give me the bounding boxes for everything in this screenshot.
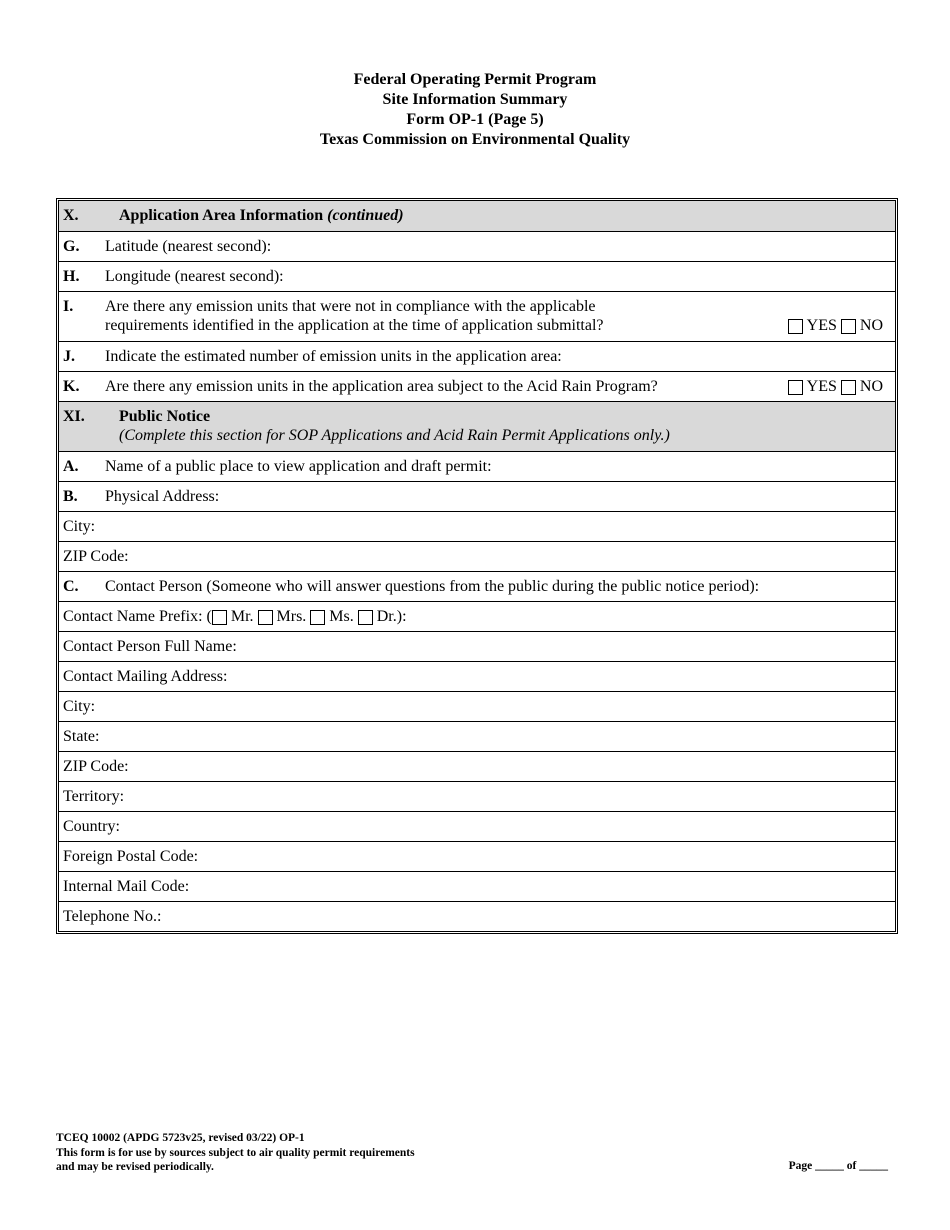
public-place-label: Name of a public place to view application and draft permit: — [105, 458, 492, 475]
contact-zip-label: ZIP Code: — [63, 758, 129, 775]
item-letter: C. — [63, 578, 79, 595]
no-label: NO — [859, 378, 883, 395]
mrs-label: Mrs. — [276, 608, 307, 625]
latitude-row[interactable] — [59, 231, 895, 261]
form-page-title: Form OP-1 (Page 5) — [406, 111, 544, 128]
section-number: X. — [63, 207, 79, 224]
item-letter: A. — [63, 458, 79, 475]
form-table — [56, 198, 898, 934]
contact-mailing-address-row[interactable] — [59, 661, 895, 691]
contact-zip-row[interactable] — [59, 751, 895, 781]
item-letter: K. — [63, 378, 80, 395]
yes-label: YES — [806, 378, 837, 395]
noncompliance-question-line1: Are there any emission units that were not in compliance with the applicable — [105, 298, 596, 315]
section-number: XI. — [63, 408, 85, 425]
item-letter: I. — [63, 298, 74, 315]
section-title — [119, 207, 404, 225]
telephone-row[interactable] — [59, 901, 895, 931]
acid-rain-question: Are there any emission units in the application area subject to the Acid Rain Program? — [105, 378, 658, 395]
section-title: Public Notice — [119, 408, 211, 425]
page-number: Page _____ of _____ — [788, 1160, 888, 1172]
section-x-header — [59, 201, 895, 231]
contact-city-label: City: — [63, 698, 96, 715]
section-title-suffix: (continued) — [327, 207, 404, 224]
dr-checkbox[interactable] — [358, 610, 373, 625]
footer-note-line2: and may be revised periodically. — [56, 1161, 214, 1173]
contact-state-label: State: — [63, 728, 100, 745]
no-checkbox[interactable] — [841, 319, 856, 334]
no-label: NO — [859, 317, 883, 334]
acid-rain-yes-no — [788, 378, 883, 396]
acid-rain-row — [59, 371, 895, 401]
territory-row[interactable] — [59, 781, 895, 811]
contact-city-row[interactable] — [59, 691, 895, 721]
longitude-label: Longitude (nearest second): — [105, 268, 284, 285]
physical-address-row[interactable] — [59, 481, 895, 511]
agency-title: Texas Commission on Environmental Quality — [319, 131, 631, 148]
noncompliance-yes-no — [788, 317, 883, 335]
internal-mail-code-label: Internal Mail Code: — [63, 878, 190, 895]
foreign-postal-code-label: Foreign Postal Code: — [63, 848, 199, 865]
contact-full-name-row[interactable] — [59, 631, 895, 661]
contact-mailing-address-label: Contact Mailing Address: — [63, 668, 228, 685]
summary-title: Site Information Summary — [382, 91, 568, 108]
telephone-label: Telephone No.: — [63, 908, 162, 925]
physical-address-label: Physical Address: — [105, 488, 220, 505]
ms-checkbox[interactable] — [310, 610, 325, 625]
contact-state-row[interactable] — [59, 721, 895, 751]
mr-checkbox[interactable] — [212, 610, 227, 625]
section-title-text: Application Area Information — [119, 207, 324, 224]
section-xi-header — [59, 401, 895, 451]
contact-prefix-row — [59, 601, 895, 631]
mrs-checkbox[interactable] — [258, 610, 273, 625]
latitude-label: Latitude (nearest second): — [105, 238, 272, 255]
foreign-postal-code-row[interactable] — [59, 841, 895, 871]
emission-units-count-row[interactable] — [59, 341, 895, 371]
territory-label: Territory: — [63, 788, 125, 805]
item-letter: B. — [63, 488, 78, 505]
form-header — [0, 70, 950, 150]
public-place-row[interactable] — [59, 451, 895, 481]
no-checkbox[interactable] — [841, 380, 856, 395]
country-row[interactable] — [59, 811, 895, 841]
footer-note-line1: This form is for use by sources subject to air quality permit requirements — [56, 1146, 415, 1159]
section-subtitle: (Complete this section for SOP Applications and Acid Rain Permit Applications only.) — [119, 427, 670, 444]
contact-person-label: Contact Person (Someone who will answer questions from the public during the public notice period): — [105, 578, 760, 595]
yes-label: YES — [806, 317, 837, 334]
noncompliance-question-line2: requirements identified in the application at the time of application submittal? — [105, 317, 604, 334]
yes-checkbox[interactable] — [788, 319, 803, 334]
contact-person-row — [59, 571, 895, 601]
zip-row[interactable] — [59, 541, 895, 571]
form-number: TCEQ 10002 (APDG 5723v25, revised 03/22) OP-1 — [56, 1132, 305, 1144]
item-letter: H. — [63, 268, 80, 285]
noncompliance-row — [59, 291, 895, 341]
city-row[interactable] — [59, 511, 895, 541]
program-title: Federal Operating Permit Program — [353, 71, 597, 88]
emission-units-count-label: Indicate the estimated number of emission units in the application area: — [105, 348, 562, 365]
longitude-row[interactable] — [59, 261, 895, 291]
dr-label: Dr.): — [376, 608, 407, 625]
internal-mail-code-row[interactable] — [59, 871, 895, 901]
country-label: Country: — [63, 818, 120, 835]
yes-checkbox[interactable] — [788, 380, 803, 395]
ms-label: Ms. — [329, 608, 354, 625]
contact-prefix-group — [63, 608, 407, 626]
item-letter: G. — [63, 238, 80, 255]
mr-label: Mr. — [230, 608, 254, 625]
contact-full-name-label: Contact Person Full Name: — [63, 638, 237, 655]
zip-label: ZIP Code: — [63, 548, 129, 565]
item-letter: J. — [63, 348, 75, 365]
form-footer — [56, 1131, 415, 1175]
city-label: City: — [63, 518, 96, 535]
contact-prefix-label: Contact Name Prefix: ( — [63, 608, 212, 625]
